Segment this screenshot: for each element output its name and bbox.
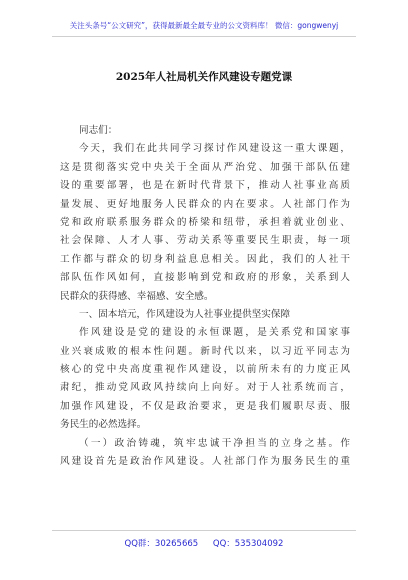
body-line: 加强作风建设，不仅是政治要求，更是我们履职尽责、服 [60, 400, 350, 412]
body-line: 业兴衰成败的根本性问题。新时代以来，以习近平同志为 [60, 345, 350, 357]
section-heading: 一、固本培元，作风建设为人社事业提供坚实保障 [79, 308, 291, 320]
body-line: 肃纪，推动党风政风持续向上向好。对于人社系统而言， [60, 382, 350, 394]
document-body [60, 122, 350, 471]
body-line: 党和政府联系服务群众的桥梁和纽带，承担着就业创业、 [60, 216, 350, 228]
body-line: 社会保障、人才人事、劳动关系等重要民生职责，每一项 [60, 235, 350, 247]
body-line: 工作都与群众的切身利益息息相关。因此，我们的人社干 [60, 253, 350, 265]
qq-number: QQ：535304092 [212, 539, 284, 549]
body-line: 这是贯彻落实党中央关于全面从严治党、加强干部队伍建 [60, 161, 350, 173]
body-line: 核心的党中央高度重视作风建设，以前所未有的力度正风 [60, 364, 350, 376]
body-line: 量发展、更好地服务人民群众的内在要求。人社部门作为 [60, 198, 350, 210]
header-note: 关注头条号“公文研究”，获得最新最全最专业的公文资料库！ 微信：gongwenyj [69, 21, 339, 30]
qq-group-number: QQ群：30265665 [124, 539, 199, 549]
body-line: 部队伍作风如何，直接影响到党和政府的形象，关系到人 [60, 272, 350, 284]
body-line: 务民生的必然选择。 [60, 419, 147, 431]
body-line: 作风建设是党的建设的永恒课题，是关系党和国家事 [79, 327, 350, 339]
body-line: 今天，我们在此共同学习探讨作风建设这一重大课题， [79, 143, 350, 155]
body-line: 风建设首先是政治作风建设。人社部门作为服务民生的重 [60, 456, 350, 468]
header-divider [52, 36, 356, 37]
body-line: 民群众的获得感、幸福感、安全感。 [60, 290, 214, 302]
footer-divider [52, 530, 356, 531]
document-title: 2025年人社局机关作风建设专题党课 [115, 71, 293, 83]
salutation-line: 同志们： [79, 125, 118, 136]
body-line: 设的重要部署，也是在新时代背景下，推动人社事业高质 [60, 180, 350, 192]
footer-contact [0, 537, 408, 549]
subsection-heading: （一）政治铸魂，筑牢忠诚干净担当的立身之基。作 [79, 437, 350, 449]
